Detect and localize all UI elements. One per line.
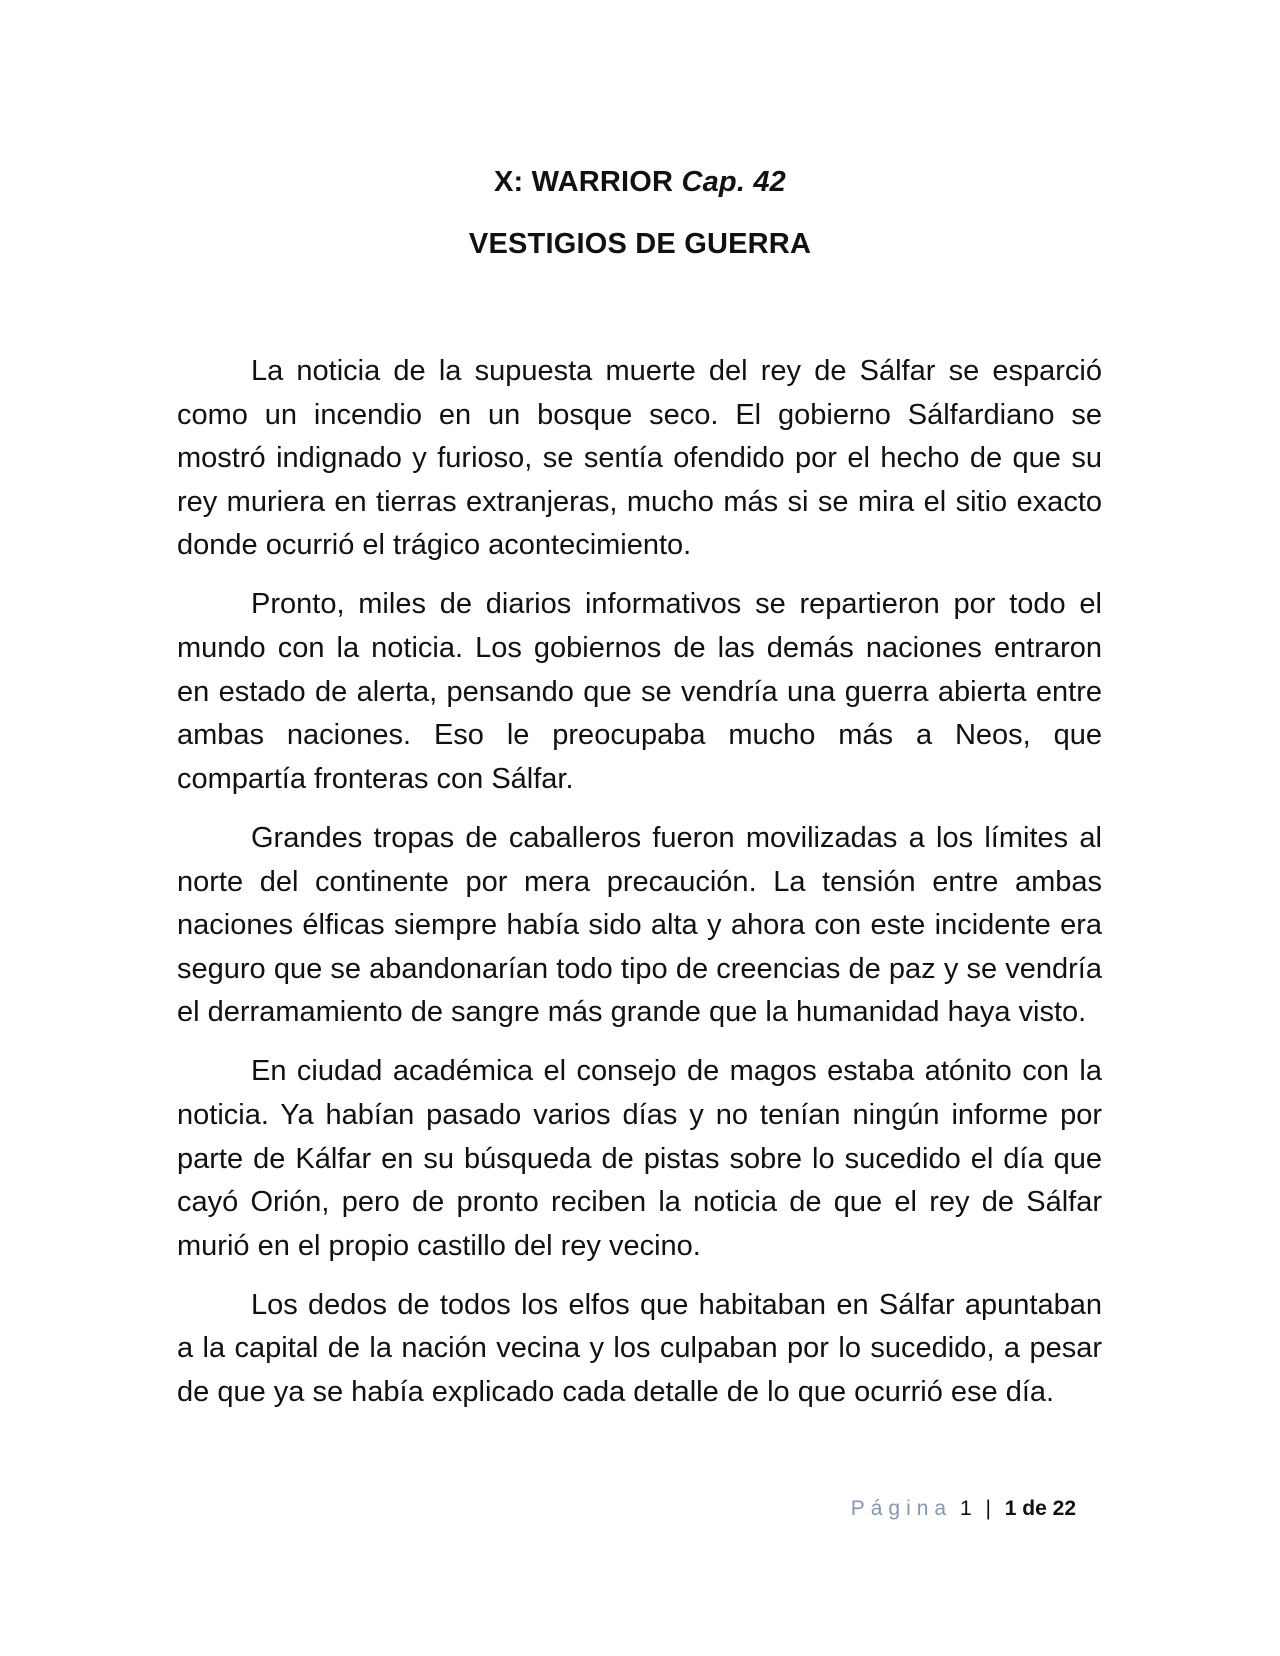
page-count: 1 de 22: [1004, 1497, 1076, 1520]
page-label: Página: [850, 1497, 953, 1520]
book-title: X: WARRIOR: [493, 166, 674, 198]
chapter-subtitle: VESTIGIOS DE GUERRA: [468, 228, 812, 260]
chapter-title: [0, 166, 1280, 199]
paragraph: Grandes tropas de caballeros fueron movilizadas a los límites al norte del continente por mera precaución. La tensión entre ambas naciones élficas siempre había sido alta y ahora con este incidente era seguro que se abandonarían todo tipo de creencias de paz y se vendría el derramamiento de sangre más grande que la humanidad haya visto.: [177, 821, 1102, 1029]
chapter-number: Cap. 42: [681, 166, 787, 198]
page-number: 1: [959, 1497, 972, 1520]
paragraph: La noticia de la supuesta muerte del rey de Sálfar se esparció como un incendio en un bosque seco. El gobierno Sálfardiano se mostró indignado y furioso, se sentía ofendido por el hecho de que su rey muriera en tierras extranjeras, mucho más si se mira el sitio exacto donde ocurrió el trágico acontecimiento.: [177, 355, 1102, 562]
paragraph: En ciudad académica el consejo de magos estaba atónito con la noticia. Ya habían pasado varios días y no tenían ningún informe por parte de Kálfar en su búsqueda de pistas sobre lo sucedido el día que cayó Orión, pero de pronto reciben la noticia de que el rey de Sálfar murió en el propio castillo del rey vecino.: [177, 1055, 1102, 1262]
paragraph: Los dedos de todos los elfos que habitaban en Sálfar apuntaban a la capital de la nación vecina y los culpaban por lo sucedido, a pesar de que ya se había explicado cada detalle de lo que ocurrió ese día.: [177, 1288, 1102, 1409]
paragraph: Pronto, miles de diarios informativos se repartieron por todo el mundo con la noticia. Los gobiernos de las demás naciones entraron en estado de alerta, pensando que se vendría una guerra abierta entre ambas naciones. Eso le preocupaba mucho más a Neos, que compartía fronteras con Sálfar.: [177, 588, 1102, 795]
chapter-body: [177, 350, 1102, 1430]
footer-separator: |: [985, 1497, 991, 1520]
page-footer: [851, 1497, 1076, 1521]
